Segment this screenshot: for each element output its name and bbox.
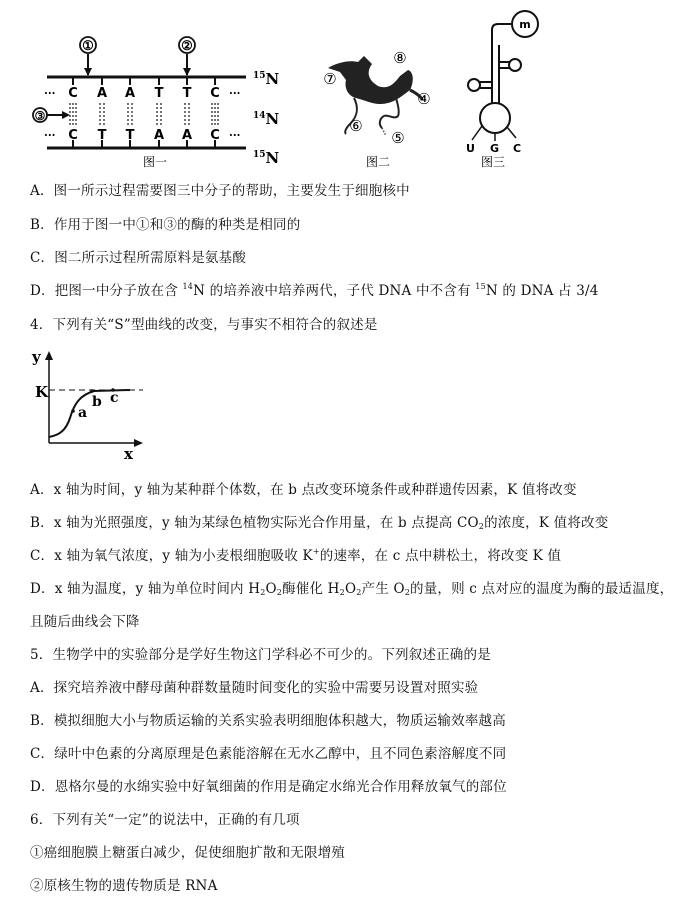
hydrogen-bond-dot	[188, 111, 190, 113]
bottom-base: T	[97, 128, 107, 143]
hydrogen-bond-dot	[156, 111, 158, 113]
hydrogen-bond-dot	[217, 119, 219, 121]
hydrogen-bond-dot	[214, 115, 216, 117]
fig1-ellipsis-bottom-left: ···	[44, 129, 56, 142]
text: C．x 轴为氧气浓度，y 轴为小麦根细胞吸收 K	[30, 548, 313, 564]
hydrogen-bond-dot	[131, 119, 133, 121]
q4-stem: 4．下列有关“S”型曲线的改变，与事实不相符合的叙述是	[30, 317, 378, 333]
x-axis-arrow	[134, 439, 143, 447]
hydrogen-bond-dot	[69, 103, 71, 105]
figures-row	[0, 0, 690, 175]
subscript: 2	[260, 588, 266, 597]
text: 的速率，在 c 点中耕松土，将改变 K 值	[319, 548, 562, 564]
text: O	[344, 581, 357, 597]
fig2-label: ④	[417, 90, 431, 108]
subscript: 2	[339, 588, 345, 597]
subscript: 2	[404, 588, 411, 597]
hydrogen-bond-dot	[211, 107, 213, 109]
fig1-isotope-mid: $^{14}$N	[253, 110, 280, 128]
top-base: C	[210, 86, 220, 101]
hydrogen-bond-dot	[69, 111, 71, 113]
bottom-base: A	[181, 128, 193, 143]
hydrogen-bond-dot	[131, 115, 133, 117]
hydrogen-bond-dot	[103, 111, 105, 113]
hydrogen-bond-dot	[214, 107, 216, 109]
bottom-base: A	[153, 128, 165, 143]
hydrogen-bond-dot	[75, 103, 77, 105]
fig1-label-1: ①	[82, 39, 94, 54]
q3-option-d	[30, 282, 599, 300]
hydrogen-bond-dot	[184, 111, 186, 113]
hydrogen-bond-dot	[214, 111, 216, 113]
point-b	[90, 389, 94, 393]
point-a	[71, 409, 75, 413]
hydrogen-bond-dot	[188, 107, 190, 109]
superscript: +	[312, 547, 320, 556]
hydrogen-bond-dot	[184, 107, 186, 109]
hydrogen-bond-dot	[160, 111, 162, 113]
hydrogen-bond-dot	[103, 119, 105, 121]
hydrogen-bond-dot	[69, 107, 71, 109]
superscript: 15	[475, 282, 486, 291]
q5-option-c: C．绿叶中色素的分离原理是色素能溶解在无水乙醇中，且不同色素溶解度不同	[30, 746, 507, 762]
hydrogen-bond-dot	[75, 115, 77, 117]
hydrogen-bond-dot	[72, 107, 74, 109]
text: N 的培养液中培养两代，子代 DNA 中不含有	[193, 283, 476, 299]
q5-option-d: D．恩格尔曼的水绵实验中好氧细菌的作用是确定水绵光合作用释放氧气的部位	[30, 779, 507, 795]
hydrogen-bond-dot	[69, 119, 71, 121]
hydrogen-bond-dot	[69, 115, 71, 117]
hydrogen-bond-dot	[184, 115, 186, 117]
hydrogen-bond-dot	[188, 119, 190, 121]
text: 产生 O	[361, 581, 405, 597]
hydrogen-bond-dot	[127, 123, 129, 125]
hydrogen-bond-dot	[217, 107, 219, 109]
fig1-caption: 图一	[142, 155, 168, 169]
fig1-ellipsis-top-left: ···	[44, 87, 56, 100]
text: 的量，则 c 点对应的温度为酶的最适温度，	[410, 581, 674, 597]
q4-option-a: A．x 轴为时间，y 轴为某种群个体数，在 b 点改变环境条件或种群遗传因素，K 值将改变	[30, 482, 577, 498]
hydrogen-bond-dot	[72, 115, 74, 117]
superscript: 14	[182, 282, 194, 291]
y-axis-label: y	[32, 348, 41, 366]
hydrogen-bond-dot	[160, 123, 162, 125]
text: B．x 轴为光照强度，y 轴为某绿色植物实际光合作用量，在 b 点提高 CO	[30, 515, 479, 531]
fig3-anticodon-g: G	[490, 142, 500, 155]
hydrogen-bond-dot	[131, 107, 133, 109]
fig2-label: ⑧	[393, 49, 407, 67]
hydrogen-bond-dot	[127, 107, 129, 109]
text: 的浓度，K 值将改变	[484, 515, 609, 531]
hydrogen-bond-dot	[217, 111, 219, 113]
q5-option-a: A．探究培养液中酵母菌种群数量随时间变化的实验中需要另设置对照实验	[30, 680, 479, 696]
text: 酶催化 H	[282, 581, 340, 597]
hydrogen-bond-dot	[184, 119, 186, 121]
y-axis-arrow	[45, 351, 53, 360]
hydrogen-bond-dot	[160, 103, 162, 105]
fig2-caption: 图二	[365, 155, 391, 169]
hydrogen-bond-dot	[156, 107, 158, 109]
hydrogen-bond-dot	[188, 103, 190, 105]
top-base: A	[124, 86, 136, 101]
hydrogen-bond-dot	[103, 123, 105, 125]
q3-option-b: B．作用于图一中①和③的酶的种类是相同的	[30, 217, 301, 233]
hydrogen-bond-dot	[188, 115, 190, 117]
hydrogen-bond-dot	[184, 123, 186, 125]
q4-option-c	[30, 547, 561, 565]
hydrogen-bond-dot	[156, 123, 158, 125]
fig3-anticodon-c: C	[513, 142, 522, 155]
hydrogen-bond-dot	[127, 119, 129, 121]
hydrogen-bond-dot	[131, 123, 133, 125]
hydrogen-bond-dot	[103, 103, 105, 105]
hydrogen-bond-dot	[156, 119, 158, 121]
hydrogen-bond-dot	[69, 123, 71, 125]
hydrogen-bond-dot	[160, 107, 162, 109]
fig1-isotope-top: $^{15}$N	[253, 70, 280, 88]
hydrogen-bond-dot	[127, 103, 129, 105]
hydrogen-bond-dot	[127, 111, 129, 113]
q4-s-curve-graph	[0, 340, 200, 470]
label-a: a	[78, 405, 88, 421]
fig1-label-2: ②	[181, 39, 193, 54]
fig2-label: ⑤	[391, 129, 405, 147]
hydrogen-bond-dot	[99, 111, 101, 113]
figure-3-trna	[466, 11, 538, 169]
hydrogen-bond-dot	[99, 103, 101, 105]
hydrogen-bond-dot	[99, 123, 101, 125]
fig1-label-3: ③	[34, 109, 46, 123]
hydrogen-bond-dot	[211, 119, 213, 121]
q4-option-d	[30, 580, 673, 598]
text: D．把图一中分子放在含	[30, 283, 183, 299]
hydrogen-bond-dot	[184, 103, 186, 105]
hydrogen-bond-dot	[75, 111, 77, 113]
subscript: 2	[276, 588, 283, 597]
fig1-ellipsis-bottom-right: ···	[229, 129, 241, 142]
hydrogen-bond-dot	[127, 115, 129, 117]
label-b: b	[92, 394, 102, 410]
hydrogen-bond-dot	[217, 123, 219, 125]
figure-2-polypeptide	[323, 49, 430, 169]
top-base: A	[96, 86, 108, 101]
hydrogen-bond-dot	[103, 115, 105, 117]
text: O	[265, 581, 277, 597]
text: D．x 轴为温度，y 轴为单位时间内 H	[30, 581, 261, 597]
hydrogen-bond-dot	[99, 107, 101, 109]
top-base: T	[182, 86, 192, 101]
bottom-base: C	[210, 128, 220, 143]
figure-1-dna	[33, 37, 280, 169]
hydrogen-bond-dot	[214, 119, 216, 121]
bottom-base: C	[68, 128, 78, 143]
text: N 的 DNA 占 3/4	[485, 283, 599, 299]
hydrogen-bond-dot	[72, 119, 74, 121]
subscript: 2	[356, 588, 362, 597]
q5-option-b: B．模拟细胞大小与物质运输的关系实验表明细胞体积越大，物质运输效率越高	[30, 713, 506, 729]
hydrogen-bond-dot	[131, 103, 133, 105]
hydrogen-bond-dot	[211, 115, 213, 117]
hydrogen-bond-dot	[214, 103, 216, 105]
hydrogen-bond-dot	[211, 103, 213, 105]
fig1-ellipsis-top-right: ···	[229, 87, 241, 100]
hydrogen-bond-dot	[156, 115, 158, 117]
hydrogen-bond-dot	[211, 111, 213, 113]
q6-item-2: ②原核生物的遗传物质是 RNA	[30, 878, 218, 894]
hydrogen-bond-dot	[103, 107, 105, 109]
hydrogen-bond-dot	[160, 119, 162, 121]
subscript: 2	[478, 522, 485, 531]
hydrogen-bond-dot	[160, 115, 162, 117]
label-c: c	[110, 390, 119, 406]
hydrogen-bond-dot	[188, 123, 190, 125]
hydrogen-bond-dot	[156, 103, 158, 105]
hydrogen-bond-dot	[75, 119, 77, 121]
hydrogen-bond-dot	[99, 119, 101, 121]
fig2-label: ⑥	[349, 117, 363, 135]
hydrogen-bond-dot	[72, 123, 74, 125]
top-base: C	[68, 86, 78, 101]
q4-option-b	[30, 514, 608, 532]
fig3-anticodon-u: U	[466, 142, 475, 155]
hydrogen-bond-dot	[211, 123, 213, 125]
fig2-label: ⑦	[323, 70, 337, 88]
fig3-m-label: m	[519, 18, 531, 31]
q3-option-a: A．图一所示过程需要图三中分子的帮助，主要发生于细胞核中	[30, 183, 410, 199]
hydrogen-bond-dot	[75, 107, 77, 109]
fig3-caption: 图三	[480, 155, 506, 169]
hydrogen-bond-dot	[75, 123, 77, 125]
top-base: T	[154, 86, 164, 101]
hydrogen-bond-dot	[131, 111, 133, 113]
x-axis-label: x	[124, 445, 133, 463]
k-label: K	[35, 383, 49, 401]
q5-stem: 5．生物学中的实验部分是学好生物这门学科必不可少的。下列叙述正确的是	[30, 647, 491, 663]
hydrogen-bond-dot	[72, 103, 74, 105]
hydrogen-bond-dot	[214, 123, 216, 125]
fig1-isotope-bottom: $^{15}$N	[253, 149, 280, 167]
q3-option-c: C．图二所示过程所需原料是氨基酸	[30, 250, 247, 266]
q4-option-d-continued: 且随后曲线会下降	[30, 614, 140, 630]
hydrogen-bond-dot	[217, 115, 219, 117]
hydrogen-bond-dot	[72, 111, 74, 113]
hydrogen-bond-dot	[217, 103, 219, 105]
bottom-base: T	[125, 128, 135, 143]
hydrogen-bond-dot	[99, 115, 101, 117]
q6-item-1: ①癌细胞膜上糖蛋白减少，促使细胞扩散和无限增殖	[30, 845, 346, 861]
q6-stem: 6．下列有关“一定”的说法中，正确的有几项	[30, 812, 300, 828]
